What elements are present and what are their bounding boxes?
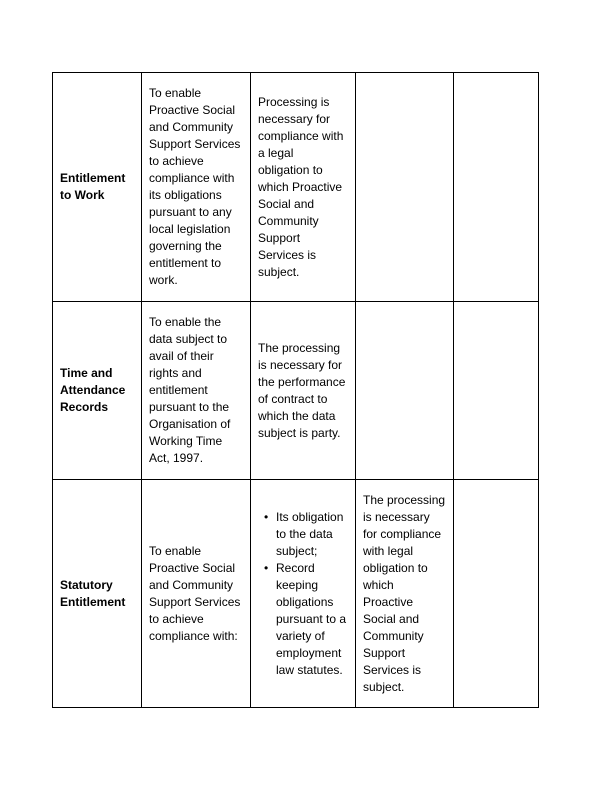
legal-basis-cell [251, 480, 356, 708]
empty-cell [454, 73, 539, 302]
category-label: Statutory Entitlement [60, 577, 126, 609]
category-label: Time and Attendance Records [60, 366, 126, 414]
legal-basis-text: The processing is necessary for the performance of contract to which the data subject is party. [258, 340, 346, 440]
purpose-text: To enable the data subject to avail of their rights and entitlement pursuant to the Organisation of Working Time Act, 1997. [149, 315, 231, 465]
bullet-icon: • [264, 560, 269, 575]
purpose-cell [142, 480, 251, 708]
bullet-text: Record keeping obligations pursuant to a variety of employment law statutes. [276, 560, 347, 677]
purpose-cell [142, 302, 251, 480]
legal-obligation-cell [356, 480, 454, 708]
list-item [264, 509, 348, 560]
table-row [53, 73, 539, 302]
table-row [53, 302, 539, 480]
purpose-text: To enable Proactive Social and Community Support Services to achieve compliance with its obligations pursuant to any local legislation governing the entitlement to work. [149, 86, 241, 287]
empty-cell [356, 302, 454, 480]
table-row [53, 480, 539, 708]
legal-basis-cell [251, 302, 356, 480]
list-item [264, 560, 348, 679]
bullet-list [258, 509, 348, 679]
category-cell [53, 73, 142, 302]
legal-basis-cell [251, 73, 356, 302]
category-cell [53, 302, 142, 480]
bullet-text: Its obligation to the data subject; [276, 509, 344, 558]
purpose-cell [142, 73, 251, 302]
bullet-icon: • [264, 509, 269, 524]
col4-text: The processing is necessary for compliance with legal obligation to which Proactive Social and Community Support Services is subject. [363, 492, 446, 694]
empty-cell [454, 480, 539, 708]
purpose-text: To enable Proactive Social and Community Support Services to achieve compliance with: [149, 543, 241, 643]
category-cell [53, 480, 142, 708]
empty-cell [454, 302, 539, 480]
legal-basis-text: Processing is necessary for compliance with a legal obligation to which Proactive Social and Community Support Services is subject. [258, 94, 344, 279]
data-processing-table [52, 72, 539, 708]
category-label: Entitlement to Work [60, 171, 126, 202]
empty-cell [356, 73, 454, 302]
